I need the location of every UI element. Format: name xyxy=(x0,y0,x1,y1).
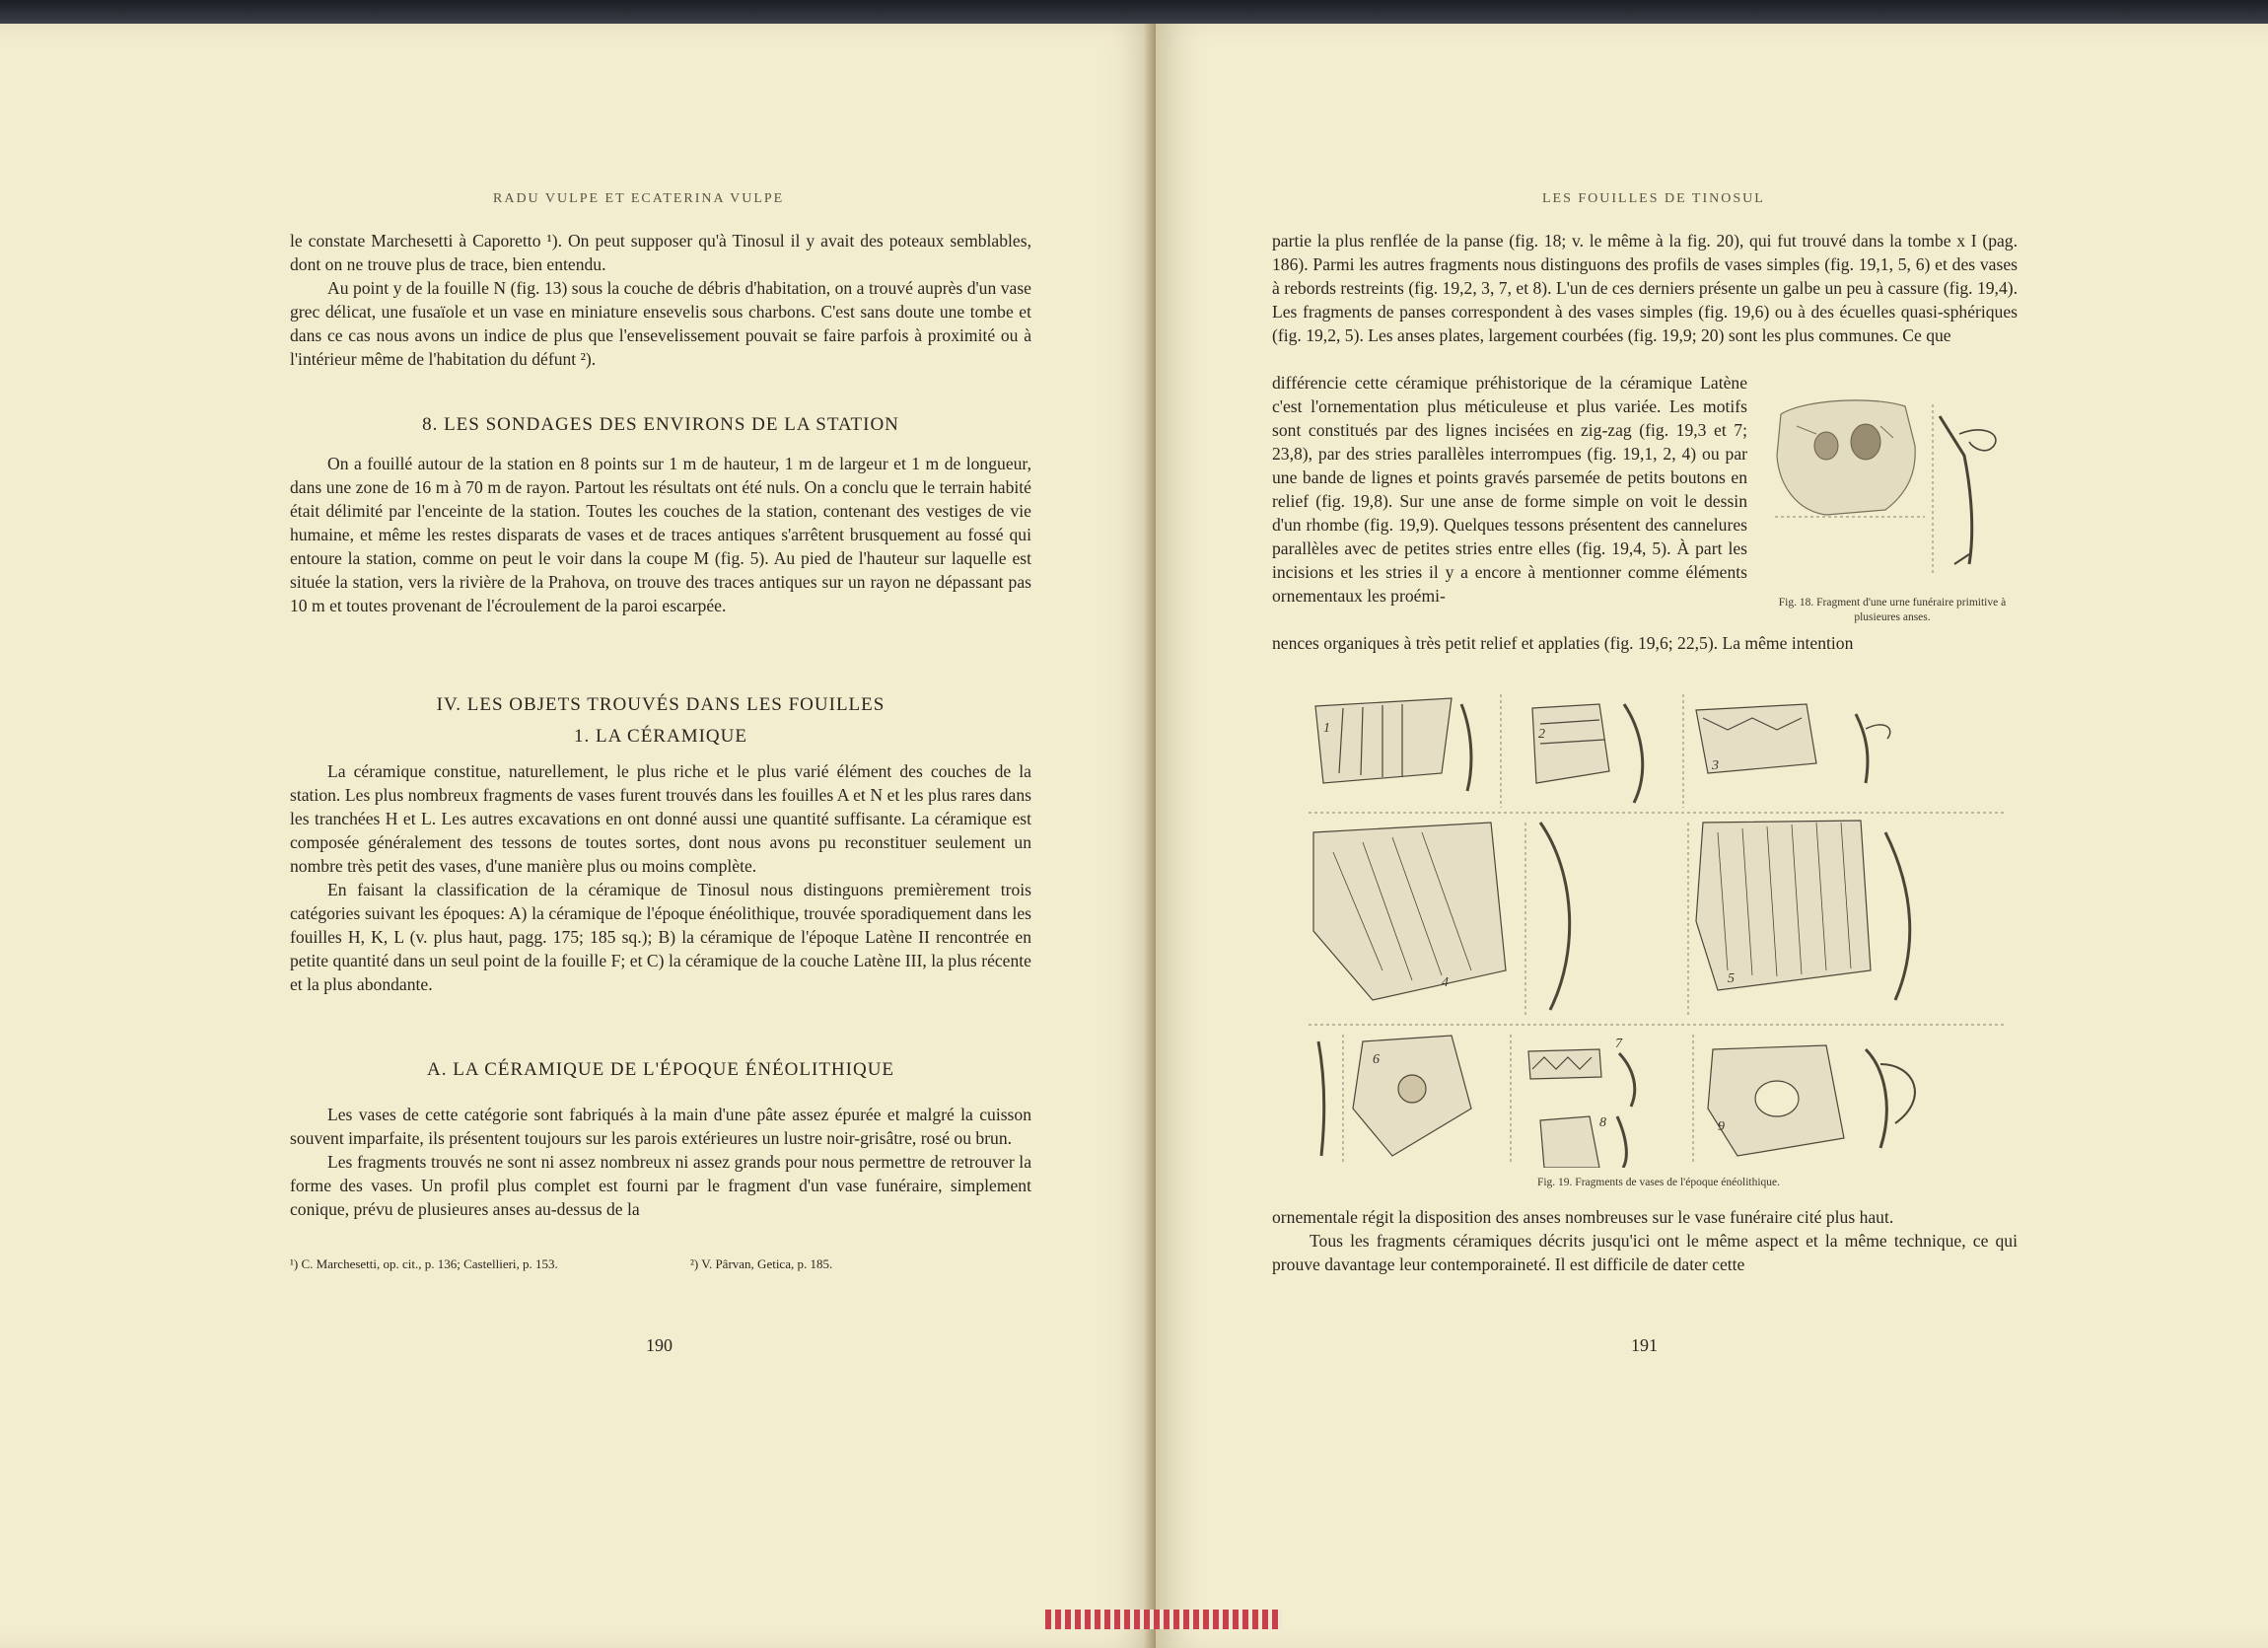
ceramique-text xyxy=(290,759,1031,996)
paragraph: le constate Marchesetti à Caporetto ¹). On peut supposer qu'à Tinosul il y avait des poteaux semblables, dont on ne trouve plus de trace, bien entendu. xyxy=(290,231,1031,274)
fig19-number: 7 xyxy=(1615,1037,1622,1051)
fig19-number: 6 xyxy=(1373,1052,1380,1067)
page-number-left: 190 xyxy=(646,1335,673,1355)
book-top-edge xyxy=(0,0,2268,24)
page-number-right: 191 xyxy=(1631,1335,1658,1355)
fig19-number: 9 xyxy=(1718,1119,1725,1134)
right-page xyxy=(1156,24,2268,1648)
fig19-number: 8 xyxy=(1599,1115,1606,1130)
figure-18 xyxy=(1767,387,2018,584)
fig19-number: 1 xyxy=(1323,721,1330,736)
chapter-heading-iv: IV. LES OBJETS TROUVÉS DANS LES FOUILLES xyxy=(436,694,886,715)
section-heading-a: A. LA CÉRAMIQUE DE L'ÉPOQUE ÉNÉOLITHIQUE xyxy=(426,1059,895,1080)
right-bottom-text xyxy=(1272,1205,2018,1276)
section-heading-8: 8. LES SONDAGES DES ENVIRONS DE LA STATION xyxy=(422,414,899,435)
paragraph: nences organiques à très petit relief et applaties (fig. 19,6; 22,5). La même intention xyxy=(1272,633,1854,653)
section-a-text xyxy=(290,1103,1031,1221)
fig19-number: 3 xyxy=(1712,758,1719,773)
binding-headband xyxy=(1045,1610,1282,1629)
paragraph: Les fragments trouvés ne sont ni assez nombreux ni assez grands pour nous permettre de retrouver la forme des vases. Un profil plus complet est fourni par le fragment d'un vase funéraire, simplement conique, prévu de plusieures anses au-dessus de la xyxy=(290,1152,1031,1219)
fig19-number: 4 xyxy=(1442,975,1449,990)
ceramic-fragments-drawing xyxy=(1304,675,2014,1168)
section-8-text xyxy=(290,452,1031,617)
figure-19-plate xyxy=(1304,675,2014,1168)
left-intro-text xyxy=(290,229,1031,371)
paragraph: La céramique constitue, naturellement, le plus riche et le plus varié élément des couches de la station. Les plus nombreux fragments de vases furent trouvés dans les fouilles A et N et les plus rares dans les tranchées H et L. Les autres excavations en ont donné aussi une quantité suffisante. La céramique est composée généralement des tessons de toutes sortes, dont nous avons pu reconstituer seulement un nombre très petit des vases, d'une manière plus ou moins complète. xyxy=(290,761,1031,876)
figure-19-caption: Fig. 19. Fragments de vases de l'époque énéolithique. xyxy=(1536,1177,1781,1188)
paragraph: Au point y de la fouille N (fig. 13) sous la couche de débris d'habitation, on a trouvé auprès d'un vase grec délicat, une fusaïole et un vase en miniature ensevelis sous charbons. C'est sans doute une tombe et dans ce cas nous avons un indice de plus que l'ensevelissement pouvait se faire parfois à proximité ou à l'intérieur même de l'habitation du défunt ²). xyxy=(290,278,1031,369)
figure-18-caption: Fig. 18. Fragment d'une urne funéraire primitive à plusieures anses. xyxy=(1778,597,2007,623)
paragraph: On a fouillé autour de la station en 8 points sur 1 m de hauteur, 1 m de largeur et 1 m de longueur, dans une zone de 16 m à 70 m de rayon. Partout les résultats ont été nuls. On a conclu que le terrain habité était délimité par l'enceinte de la station. Toutes les couches de la station, contenant des vestiges de vie humaine, et même les restes disparats de vases et de traces antiques s'arrêtent brusquement au fossé qui entoure la station, comme on peut le voir dans la coupe M (fig. 5). Au pied de l'hauteur sur laquelle est située la station, vers la rivière de la Prahova, on trouve des traces antiques sur un rayon ne dépassant pas 10 m et toutes provenant de l'écroulement de la paroi escarpée. xyxy=(290,454,1031,615)
left-page xyxy=(0,24,1156,1648)
running-head-right: LES FOUILLES DE TINOSUL xyxy=(1542,191,1765,206)
paragraph: ornementale régit la disposition des anses nombreuses sur le vase funéraire cité plus haut. xyxy=(1272,1207,1894,1227)
fig19-number: 2 xyxy=(1538,727,1545,742)
right-wrap-text xyxy=(1272,371,1747,608)
paragraph: Tous les fragments céramiques décrits jusqu'ici ont le même aspect et la même technique, ce qui prouve davantage leur contemporaineté. Il est difficile de dater cette xyxy=(1272,1231,2018,1274)
fig19-number: 5 xyxy=(1728,971,1735,986)
section-heading-ceramique: 1. LA CÉRAMIQUE xyxy=(574,726,747,747)
paragraph: En faisant la classification de la céramique de Tinosul nous distinguons premièrement trois catégories suivant les époques: A) la céramique de l'époque énéolithique, trouvée sporadiquement dans les fouilles H, K, L (v. plus haut, pagg. 175; 185 sq.); B) la céramique de l'époque Latène II rencontrée en petite quantité dans un seul point de la fouille F; et C) la céramique de la couche Latène III, la plus récente et la plus abondante. xyxy=(290,880,1031,994)
urn-fragment-drawing xyxy=(1767,387,2018,584)
paragraph: partie la plus renflée de la panse (fig. 18; v. le même à la fig. 20), qui fut trouvé dans la tombe x I (pag. 186). Parmi les autres fragments nous distinguons des profils de vases simples (fig. 19,1, 5, 6) et des vases à rebords restreints (fig. 19,2, 3, 7, et 8). L'un de ces derniers présente un galbe un peu à cassure (fig. 19,4). Les fragments de panses correspondent à des vases simples (fig. 19,6) ou à des écuelles quasi-sphériques (fig. 19,2, 5). Les anses plates, largement courbées (fig. 19,9; 20) sont les plus communes. Ce que xyxy=(1272,231,2018,345)
paragraph: différencie cette céramique préhistorique de la céramique Latène c'est l'ornementation plus méticuleuse et plus variée. Les motifs sont constitués par des lignes incisées en zig-zag (fig. 19,3 et 7; 23,8), par des stries parallèles interrompues (fig. 19,1, 2, 4) ou par une bande de lignes et points gravés parsemée de petits boutons en relief (fig. 19,8). Sur une anse de forme simple on voit le dessin d'un rhombe (fig. 19,9). Quelques tessons présentent des cannelures parallèles avec de petites stries entre elles (fig. 19,4, 5). À part les incisions et les stries il y a encore à mentionner comme éléments ornementaux les proémi- xyxy=(1272,373,1747,606)
running-head-left: RADU VULPE ET ECATERINA VULPE xyxy=(493,191,785,206)
footnote-2: ²) V. Pârvan, Getica, p. 185. xyxy=(690,1256,833,1271)
paragraph: Les vases de cette catégorie sont fabriqués à la main d'une pâte assez épurée et malgré la cuisson souvent imparfaite, ils présentent toujours sur les parois extérieures un lustre noir-grisâtre, rosé ou brun. xyxy=(290,1105,1031,1148)
right-after-wrap-text xyxy=(1272,631,2018,655)
right-top-text xyxy=(1272,229,2018,347)
footnote-1: ¹) C. Marchesetti, op. cit., p. 136; Castellieri, p. 153. xyxy=(290,1256,558,1271)
